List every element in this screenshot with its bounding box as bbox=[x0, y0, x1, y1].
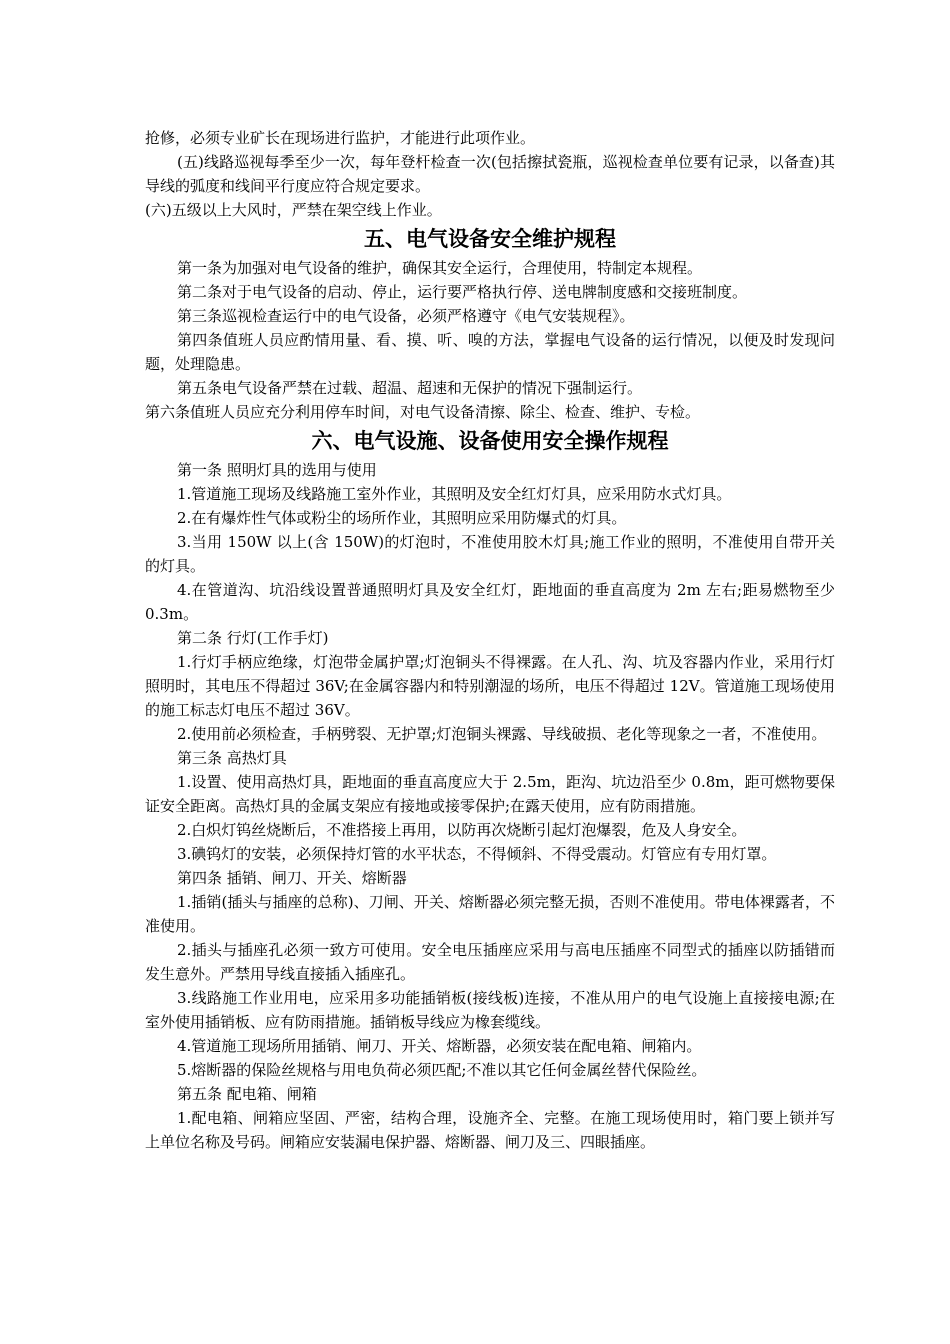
clause-title: 第三条 高热灯具 bbox=[177, 749, 287, 767]
clause-item: 2.在有爆炸性气体或粉尘的场所作业，其照明应采用防爆式的灯具。 bbox=[177, 509, 627, 527]
clause-title: 第二条 行灯(工作手灯) bbox=[177, 629, 329, 647]
paragraph: (六)五级以上大风时，严禁在架空线上作业。 bbox=[145, 201, 442, 219]
article: 第五条电气设备严禁在过载、超温、超速和无保护的情况下强制运行。 bbox=[177, 379, 643, 397]
clause-item: 5.熔断器的保险丝规格与用电负荷必须匹配;不准以其它任何金属丝替代保险丝。 bbox=[177, 1061, 707, 1079]
clause-item: 3.当用 150W 以上(含 150W)的灯泡时，不准使用胶木灯具;施工作业的照明，不准使用自带开关的灯具。 bbox=[145, 533, 835, 575]
clause-item: 1.配电箱、闸箱应坚固、严密，结构合理，设施齐全、完整。在施工现场使用时，箱门要上锁并写上单位名称及号码。闸箱应安装漏电保护器、熔断器、闸刀及三、四眼插座。 bbox=[145, 1109, 835, 1151]
clause-title: 第一条 照明灯具的选用与使用 bbox=[177, 461, 377, 479]
clause-item: 3.线路施工作业用电，应采用多功能插销板(接线板)连接，不准从用户的电气设施上直接接电源;在室外使用插销板、应有防雨措施。插销板导线应为橡套缆线。 bbox=[145, 989, 835, 1031]
clause-title: 第五条 配电箱、闸箱 bbox=[177, 1085, 317, 1103]
clause-item: 2.插头与插座孔必须一致方可使用。安全电压插座应采用与高电压插座不同型式的插座以防插错而发生意外。严禁用导线直接插入插座孔。 bbox=[145, 941, 835, 983]
clause-item: 2.使用前必须检查，手柄劈裂、无护罩;灯泡铜头裸露、导线破损、老化等现象之一者，不准使用。 bbox=[177, 725, 827, 743]
article: 第一条为加强对电气设备的维护，确保其安全运行，合理使用，特制定本规程。 bbox=[177, 259, 703, 277]
article: 第三条巡视检查运行中的电气设备，必须严格遵守《电气安装规程》。 bbox=[177, 307, 635, 325]
article: 第六条值班人员应充分利用停车时间，对电气设备清擦、除尘、检查、维护、专检。 bbox=[145, 403, 701, 421]
clause-item: 1.插销(插头与插座的总称)、刀闸、开关、熔断器必须完整无损，否则不准使用。带电体裸露者，不准使用。 bbox=[145, 893, 835, 935]
paragraph: (五)线路巡视每季至少一次，每年登杆检查一次(包括擦拭瓷瓶，巡视检查单位要有记录，以备查)其导线的弧度和线间平行度应符合规定要求。 bbox=[145, 153, 835, 195]
clause-item: 4.管道施工现场所用插销、闸刀、开关、熔断器，必须安装在配电箱、闸箱内。 bbox=[177, 1037, 702, 1055]
section-5-title: 五、电气设备安全维护规程 bbox=[364, 227, 616, 251]
paragraph: 抢修，必须专业矿长在现场进行监护，才能进行此项作业。 bbox=[145, 129, 536, 147]
clause-item: 2.白炽灯钨丝烧断后，不准搭接上再用，以防再次烧断引起灯泡爆裂，危及人身安全。 bbox=[177, 821, 747, 839]
article: 第二条对于电气设备的启动、停止，运行要严格执行停、送电牌制度感和交接班制度。 bbox=[177, 283, 748, 301]
document-page bbox=[145, 126, 835, 1154]
article: 第四条值班人员应酌情用量、看、摸、听、嗅的方法，掌握电气设备的运行情况，以便及时发现问题，处理隐患。 bbox=[145, 331, 835, 373]
clause-item: 1.管道施工现场及线路施工室外作业，其照明及安全红灯灯具，应采用防水式灯具。 bbox=[177, 485, 732, 503]
clause-title: 第四条 插销、闸刀、开关、熔断器 bbox=[177, 869, 407, 887]
clause-item: 1.行灯手柄应绝缘，灯泡带金属护罩;灯泡铜头不得裸露。在人孔、沟、坑及容器内作业，采用行灯照明时，其电压不得超过 36V;在金属容器内和特别潮湿的场所，电压不得超过 12V。管道施工现场使用的施工标志灯电压不超过 36V。 bbox=[145, 653, 835, 719]
clause-item: 3.碘钨灯的安装，必须保持灯管的水平状态，不得倾斜、不得受震动。灯管应有专用灯罩。 bbox=[177, 845, 777, 863]
clause-item: 1.设置、使用高热灯具，距地面的垂直高度应大于 2.5m，距沟、坑边沿至少 0.8m，距可燃物要保证安全距离。高热灯具的金属支架应有接地或接零保护;在露天使用，应有防雨措施。 bbox=[145, 773, 835, 815]
section-6-title: 六、电气设施、设备使用安全操作规程 bbox=[311, 429, 669, 453]
clause-item: 4.在管道沟、坑沿线设置普通照明灯具及安全红灯，距地面的垂直高度为 2m 左右;距易燃物至少 0.3m。 bbox=[145, 581, 835, 623]
